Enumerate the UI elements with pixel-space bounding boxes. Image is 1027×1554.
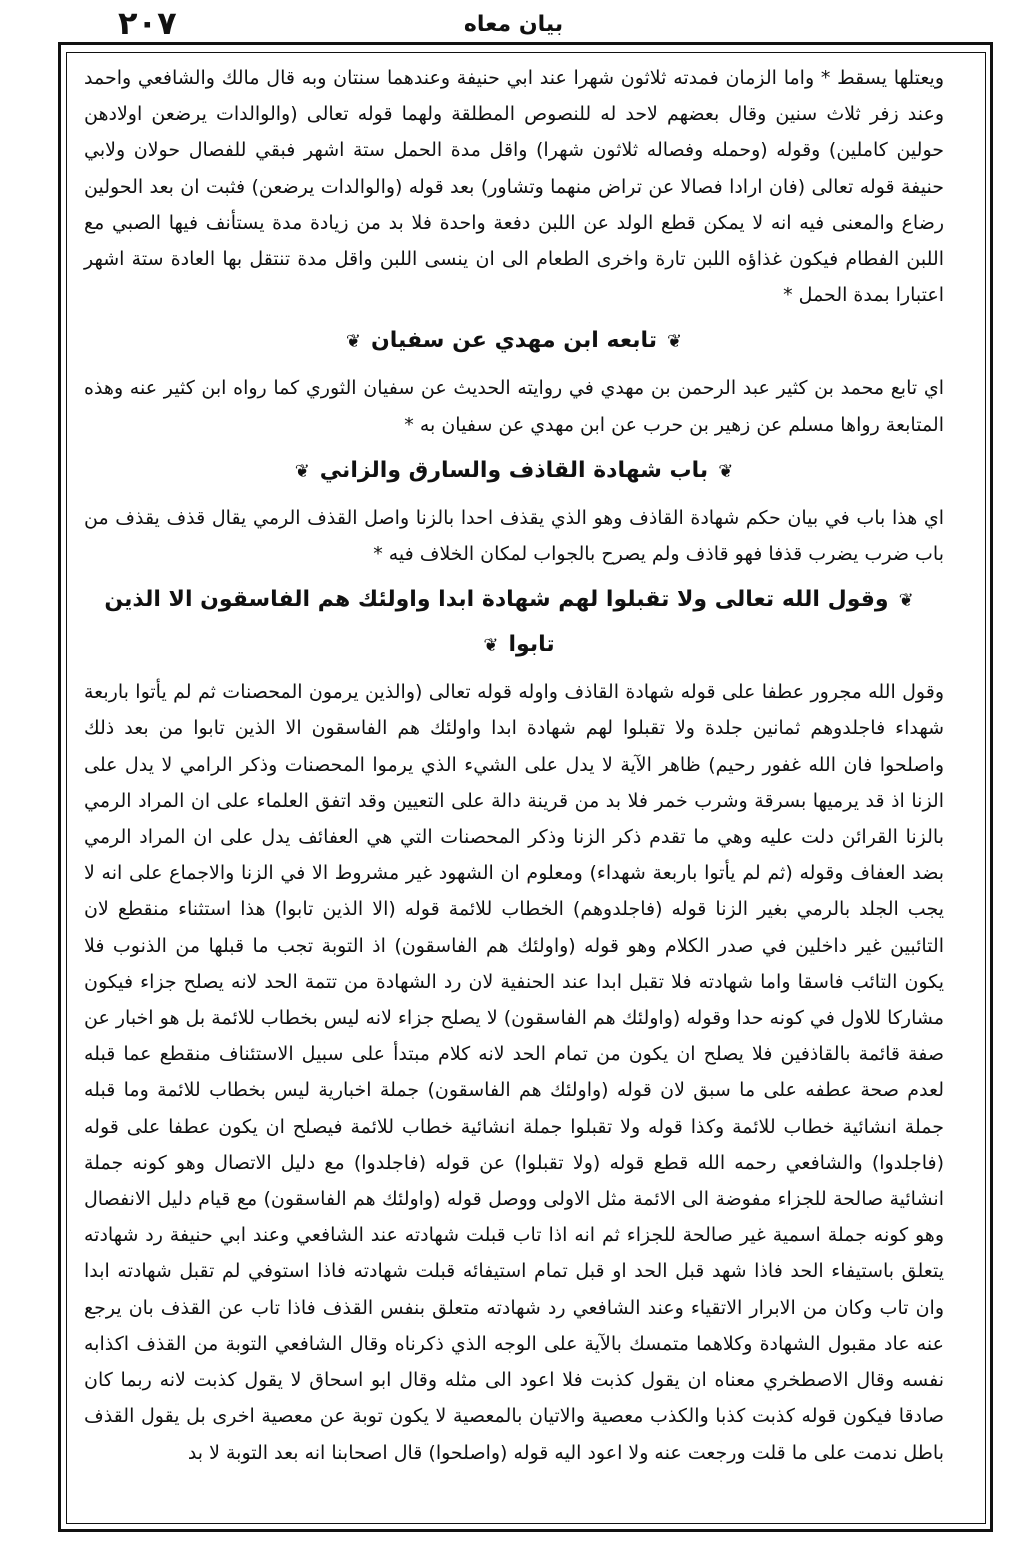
paragraph-mutaba-explanation: اي تابع محمد بن كثير عبد الرحمن بن مهدي في روايته الحديث عن سفيان الثوري كما رواه ابن كثير عنه وهذه المتابعة رواها مسلم عن زهير بن حرب عن ابن مهدي عن سفيان به *: [84, 377, 944, 436]
ornament-icon: ❦: [898, 590, 914, 612]
ornament-icon: ❦: [483, 635, 499, 657]
ornament-icon: ❦: [294, 460, 310, 482]
text-body: [84, 60, 944, 1471]
ornament-icon: ❦: [718, 460, 734, 482]
section-heading-mutaba: [84, 319, 944, 364]
heading-text: وقول الله تعالى ولا تقبلوا لهم شهادة ابدا واولئك هم الفاسقون الا الذين تابوا: [104, 587, 889, 658]
ornament-icon: ❦: [345, 331, 361, 353]
running-title: بيان معاه: [463, 12, 564, 37]
chapter-heading-qadhif: [84, 449, 944, 494]
verse-heading: [84, 578, 944, 668]
ornament-icon: ❦: [667, 331, 683, 353]
heading-text: باب شهادة القاذف والسارق والزاني: [319, 457, 709, 483]
paragraph-chapter-explanation: اي هذا باب في بيان حكم شهادة القاذف وهو الذي يقذف احدا بالزنا واصل القذف الرمي يقال قذف يقذف من باب ضرب يضرب قذفا فهو قاذف ولم يصرح بالجواب لمكان الخلاف فيه *: [84, 506, 944, 566]
paragraph-milk-period: ويعتلها يسقط * واما الزمان فمدته ثلاثون شهرا عند ابي حنيفة وعندهما سنتان وبه قال مالك والشافعي واحمد وعند زفر ثلاث سنين وقال بعضهم لاحد له للنصوص المطلقة ولهما قوله تعالى (والوالدات يرضعن اولادهن حولين كاملين) وقوله (وحمله وفصاله ثلاثون شهرا) واقل مدة الحمل ستة اشهر فبقي للفصال حولان ولابي حنيفة قوله تعالى (فان ارادا فصالا عن تراض منهما وتشاور) بعد قوله (والوالدات يرضعن) فثبت ان بعد الحولين رضاع والمعنى فيه انه لا يمكن قطع الولد عن اللبن دفعة واحدة فلا بد من زيادة مدة يستأنف فيها الصبي مع اللبن الفطام فيكون غذاؤه اللبن تارة واخرى الطعام الى ان ينسى اللبن واقل مدة تنتقل بها العادة ستة اشهر اعتبارا بمدة الحمل *: [84, 67, 944, 307]
page-header: [0, 0, 1027, 48]
page-number: ٢٠٧: [118, 4, 177, 42]
paragraph-verse-commentary: وقول الله مجرور عطفا على قوله شهادة القاذف واوله قوله تعالى (والذين يرمون المحصنات ثم لم يأتوا باربعة شهداء فاجلدوهم ثمانين جلدة ولا تقبلوا لهم شهادة ابدا واولئك هم الفاسقون الا الذين تابوا من بعد ذلك واصلحوا فان الله غفور رحيم) ظاهر الآية لا يدل على الشيء الذي يرموا المحصنات وذكر الرامي لا يدل على الزنا اذ قد يرميها بسرقة وشرب خمر فلا بد من قرينة دالة على التعيين وقد اتفق العلماء على ان المراد الرمي بالزنا القرائن دلت عليه وهي ما تقدم ذكر الزنا وذكر المحصنات التي هي العفائف يدل على ان المراد الرمي بضد العفاف وقوله (ثم لم يأتوا باربعة شهداء) ومعلوم ان الشهود غير مشروط الا في الزنا والاجماع على انه لا يجب الجلد بالرمي بغير الزنا قوله (فاجلدوهم) الخطاب للائمة قوله (الا الذين تابوا) هذا استثناء منقطع لان التائبين غير داخلين في صدر الكلام وهو قوله (واولئك هم الفاسقون) اذ التوبة تجب ما قبلها من الذنوب فلا يكون التائب فاسقا واما شهادته فلا تقبل ابدا عند الحنفية لان رد الشهادة من تتمة الحد لانه يصلح جزاء فيكون مشاركا للاول في كونه حدا وقوله (واولئك هم الفاسقون) لا يصلح جزاء لانه ليس بخطاب للائمة بل هو اخبار عن صفة قائمة بالقاذفين فلا يصلح ان يكون من تمام الحد لانه كلام مبتدأ على سبيل الاستئناف منقطع عما قبله لعدم صحة عطفه على ما سبق لان قوله (واولئك هم الفاسقون) جملة اخبارية ليس بخطاب للائمة وما قبله جملة انشائية خطاب للائمة وكذا قوله ولا تقبلوا جملة انشائية خطاب للائمة فيصلح ان يكون عطفا على قوله (فاجلدوا) والشافعي رحمه الله قطع قوله (ولا تقبلوا) عن قوله (فاجلدوا) مع دليل الاتصال وهو كونه جملة انشائية صالحة للجزاء مفوضة الى الائمة مثل الاولى ووصل قوله (واولئك هم الفاسقون) مع قيام دليل الانفصال وهو كونه جملة اسمية غير صالحة للجزاء ثم انه اذا تاب قبلت شهادته عند الشافعي وعند ابي حنيفة رد شهادته يتعلق باستيفاء الحد فاذا شهد قبل الحد او قبل تمام استيفائه قبلت شهادته فاذا استوفي لم تقبل شهادته ابدا وان تاب وكان من الابرار الاتقياء وعند الشافعي رد شهادته متعلق بنفس القذف فاذا تاب عن القذف بان يرجع عنه عاد مقبول الشهادة وكلاهما متمسك بالآية على الوجه الذي ذكرناه وقال الشافعي التوبة من القذف اكذابه نفسه وقال الاصطخري معناه ان يقول كذبت فلا اعود الى مثله وقال ابو اسحاق لا يقول كذبت لانه ربما كان صادقا فيكون قوله كذبت كذبا والكذب معصية والاتيان بالمعصية لا يكون توبة عن معصية اخرى بل يقول القذف باطل ندمت على ما قلت ورجعت عنه ولا اعود اليه قوله (واصلحوا) قال اصحابنا انه بعد التوبة لا بد: [84, 681, 944, 1464]
heading-text: تابعه ابن مهدي عن سفيان: [370, 328, 658, 354]
